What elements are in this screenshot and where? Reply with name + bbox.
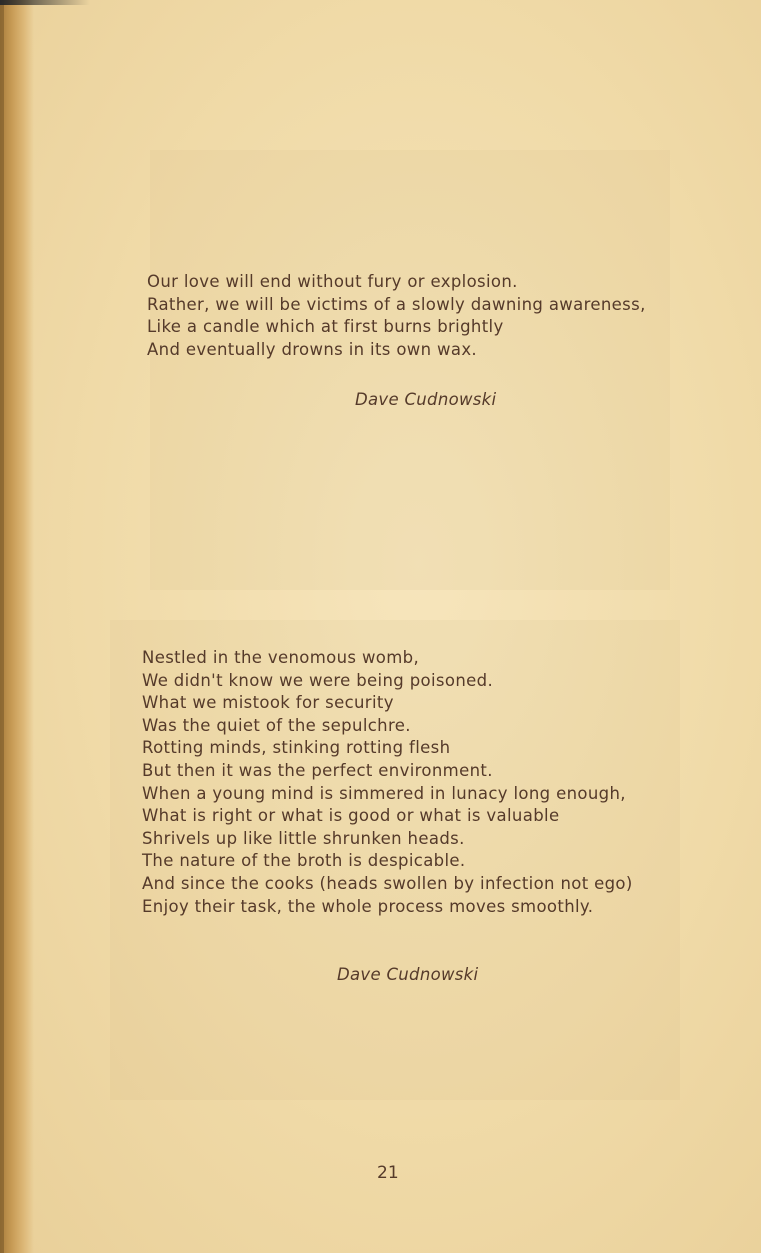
page-spine-shadow bbox=[0, 0, 34, 1253]
page-binding-edge bbox=[0, 0, 4, 1253]
poem-2-line: What is right or what is good or what is valuable bbox=[142, 806, 560, 826]
poem-2-line: Shrivels up like little shrunken heads. bbox=[142, 828, 465, 848]
poem-2-line: Enjoy their task, the whole process moves smoothly. bbox=[142, 896, 594, 916]
poem-1-line: Rather, we will be victims of a slowly dawning awareness, bbox=[147, 294, 646, 314]
top-edge-mark bbox=[0, 0, 90, 5]
poem-2-line: And since the cooks (heads swollen by infection not ego) bbox=[142, 873, 633, 893]
poem-1-line: Our love will end without fury or explosion. bbox=[147, 272, 518, 291]
poem-2-line: Nestled in the venomous womb, bbox=[142, 648, 420, 667]
poem-2-line: When a young mind is simmered in lunacy long enough, bbox=[142, 783, 626, 803]
poem-2-line: What we mistook for security bbox=[142, 693, 394, 713]
poem-2 bbox=[142, 647, 633, 918]
poem-2-line: Rotting minds, stinking rotting flesh bbox=[142, 738, 451, 758]
poem-2-line: We didn't know we were being poisoned. bbox=[142, 670, 494, 690]
poem-1-line: And eventually drowns in its own wax. bbox=[147, 339, 478, 359]
poem-2-line: Was the quiet of the sepulchre. bbox=[142, 715, 411, 735]
page-number: 21 bbox=[377, 1163, 399, 1183]
poem-1-line: Like a candle which at first burns brightly bbox=[147, 317, 504, 337]
poem-1 bbox=[147, 271, 646, 361]
poem-2-line: But then it was the perfect environment. bbox=[142, 760, 493, 780]
poem-2-line: The nature of the broth is despicable. bbox=[142, 851, 466, 871]
poem-2-author: Dave Cudnowski bbox=[337, 965, 479, 984]
poem-1-author: Dave Cudnowski bbox=[355, 390, 497, 409]
bleed-through-shade-upper bbox=[150, 150, 670, 590]
